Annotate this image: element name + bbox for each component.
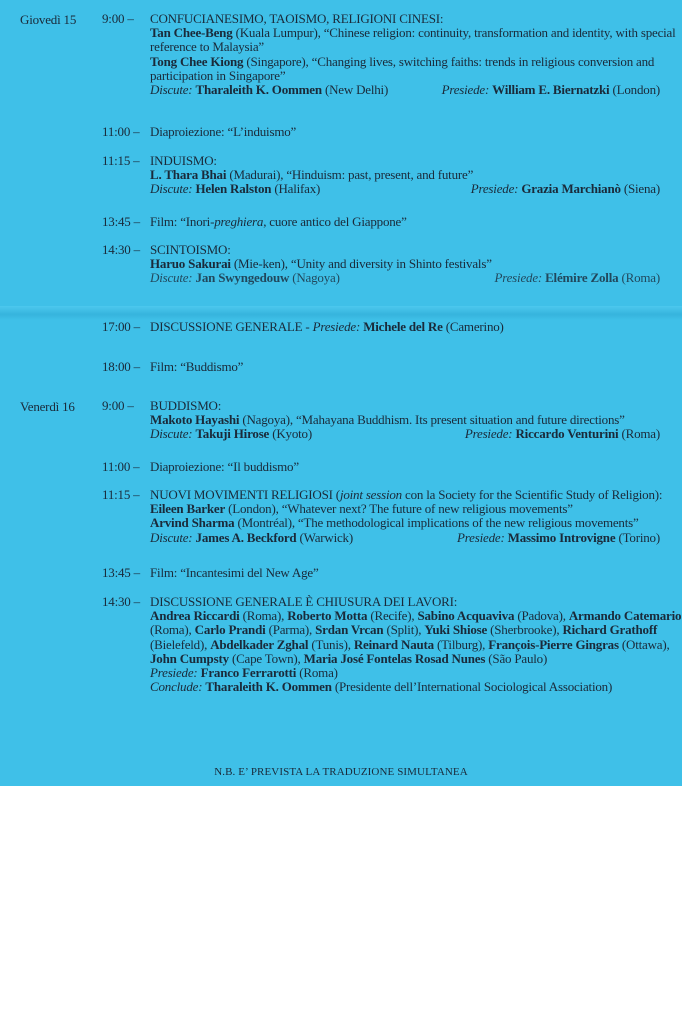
talk-text: (Kuala Lumpur), “Chinese religion: continuity, transformation and identity, with special (235, 25, 676, 41)
participant-name: Maria José Fontelas Rosad Nunes (303, 650, 486, 666)
presiede-name: Elémire Zolla (545, 270, 619, 286)
speaker-name: Eileen Barker (150, 501, 226, 517)
discute-name: Takuji Hirose (195, 426, 270, 442)
participant-name: Carlo Prandi (194, 622, 266, 638)
entry-title (150, 487, 663, 502)
entry-time: 11:00 – (102, 459, 140, 474)
participant-place: (Roma), (150, 622, 195, 638)
entry-time: 9:00 – (102, 11, 134, 26)
talk-line (150, 413, 660, 427)
presiede-label: Presiede: (150, 664, 198, 680)
title-part: , cuore antico del Giappone” (263, 214, 407, 229)
discute-label: Discute: (150, 426, 193, 442)
talk-line (150, 502, 660, 516)
entry-title (150, 320, 660, 334)
conclude-place: (Presidente dell’International Sociological Association) (334, 679, 613, 695)
day-label-friday: Venerdì 16 (20, 399, 75, 414)
presiede-name: Franco Ferrarotti (200, 664, 297, 680)
participant-place: (Padova), (514, 608, 569, 624)
presiede-name: William E. Biernatzki (492, 81, 610, 97)
participant-name: Roberto Motta (287, 608, 368, 624)
conclude-name: Tharaleith K. Oommen (205, 679, 332, 695)
entry-title: CONFUCIANESIMO, TAOISMO, RELIGIONI CINESI: (150, 11, 444, 26)
talk-line (150, 516, 660, 530)
participant-place: (São Paulo) (485, 650, 548, 666)
conclude-label: Conclude: (150, 679, 203, 695)
entry-title: BUDDISMO: (150, 398, 222, 413)
discute-name: Helen Ralston (195, 181, 272, 197)
presiede-block (494, 271, 660, 285)
talk-text: (Singapore), “Changing lives, switching faiths: trends in religious conversion and (246, 53, 655, 69)
discute-name: Jan Swyngedouw (195, 270, 290, 286)
participants-line (150, 623, 660, 637)
entry-time: 11:15 – (102, 487, 140, 502)
participant-place: (Sherbrooke), (487, 622, 563, 638)
entry-title: INDUISMO: (150, 153, 217, 168)
discute-label: Discute: (150, 81, 193, 97)
talk-line (150, 257, 660, 271)
presiede-place: (Roma) (299, 664, 338, 680)
title-part: Film: “Inori- (150, 214, 215, 229)
chair-line (150, 83, 660, 97)
entry-title: DISCUSSIONE GENERALE È CHIUSURA DEI LAVORI: (150, 594, 458, 609)
talk-text: (Madurai), “Hinduism: past, present, and future” (229, 167, 474, 183)
entry-title: Film: “Buddismo” (150, 359, 244, 374)
participant-place: (Split), (383, 622, 425, 638)
entry-title (150, 215, 660, 229)
paper-fold (0, 306, 682, 320)
participant-name: Andrea Riccardi (150, 608, 240, 624)
talk-text: (Montréal), “The methodological implications of the new religious movements” (237, 515, 639, 531)
chair-line (150, 271, 660, 285)
discute-place: (Nagoya) (292, 270, 340, 286)
presiede-label: Presiede: (494, 270, 543, 286)
title-part: con la Society for the Scientific Study of Religion): (401, 487, 663, 502)
speaker-name: Tong Chee Kiong (150, 53, 244, 69)
presiede-place: (Torino) (618, 529, 660, 545)
day-label-thursday: Giovedì 15 (20, 12, 77, 27)
presiede-label: Presiede: (457, 529, 505, 545)
discute-label: Discute: (150, 270, 193, 286)
speaker-name: Haruo Sakurai (150, 256, 231, 272)
speaker-name: Arvind Sharma (150, 515, 235, 531)
presiede-name: Michele del Re (363, 319, 443, 334)
participant-name: Srdan Vrcan (315, 622, 384, 638)
entry-time: 13:45 – (102, 565, 140, 580)
participant-name: François-Pierre Gingras (488, 636, 619, 652)
participant-place: (Tunis), (308, 636, 354, 652)
participant-name: Richard Grathoff (562, 622, 658, 638)
presiede-block (465, 427, 660, 441)
entry-time: 18:00 – (102, 359, 140, 374)
entry-time: 14:30 – (102, 594, 140, 609)
entry-title: Diaproiezione: “L’induismo” (150, 124, 297, 139)
presiede-label: Presiede: (470, 181, 519, 197)
footer-note: N.B. E’ PREVISTA LA TRADUZIONE SIMULTANEA (214, 766, 468, 778)
entry-title: SCINTOISMO: (150, 242, 231, 257)
entry-time: 11:00 – (102, 124, 140, 139)
presiede-name: Massimo Introvigne (507, 529, 616, 545)
presiede-name: Riccardo Venturini (515, 426, 619, 442)
speaker-name: Makoto Hayashi (150, 412, 240, 428)
participant-name: Armando Catemario (568, 608, 682, 624)
presiede-place: (Roma) (621, 426, 660, 442)
title-part: NUOVI MOVIMENTI RELIGIOSI ( (150, 487, 340, 502)
discute-place: (Kyoto) (272, 426, 312, 442)
entry-time: 14:30 – (102, 242, 140, 257)
entry-title: Film: “Incantesimi del New Age” (150, 565, 319, 580)
presiede-label: Presiede: (312, 319, 361, 334)
talk-text: (Nagoya), “Mahayana Buddhism. Its present situation and future directions” (242, 412, 625, 428)
speaker-name: Tan Chee-Beng (150, 25, 233, 41)
participant-name: Sabino Acquaviva (417, 608, 515, 624)
title-italic: joint session (339, 487, 402, 502)
conclude-line (150, 680, 660, 694)
chair-line (150, 531, 660, 545)
participant-name: Yuki Shiose (424, 622, 488, 638)
presiede-block (442, 83, 660, 97)
talk-text: (London), “Whatever next? The future of new religious movements” (228, 501, 573, 517)
discute-place: (Halifax) (274, 181, 321, 197)
speaker-name: L. Thara Bhai (150, 167, 227, 183)
entry-title: Diaproiezione: “Il buddismo” (150, 459, 299, 474)
presiede-block (457, 531, 660, 545)
discute-label: Discute: (150, 181, 193, 197)
talk-continuation: participation in Singapore” (150, 67, 286, 83)
discute-place: (New Delhi) (324, 81, 389, 97)
talk-line (150, 55, 660, 69)
title-italic: preghiera (214, 214, 264, 229)
participant-name: Reinard Nauta (353, 636, 434, 652)
participant-name: Abdelkader Zghal (210, 636, 309, 652)
talk-line (150, 25, 676, 41)
entry-time: 17:00 – (102, 319, 140, 334)
presiede-line (150, 666, 660, 680)
chair-line (150, 182, 660, 196)
entry-time: 9:00 – (102, 398, 134, 413)
chair-line (150, 427, 660, 441)
discute-place: (Warwick) (299, 529, 353, 545)
participants-line (150, 608, 682, 624)
entry-time: 13:45 – (102, 214, 140, 229)
participant-place: (Recife), (367, 608, 418, 624)
participant-name: John Cumpsty (150, 650, 229, 666)
participants-line (150, 652, 660, 666)
participants-line (150, 636, 670, 652)
entry-time: 11:15 – (102, 153, 140, 168)
presiede-label: Presiede: (464, 426, 513, 442)
participant-place: (Cape Town), (228, 650, 304, 666)
discute-name: Tharaleith K. Oommen (195, 81, 322, 97)
talk-line (150, 168, 660, 182)
presiede-place: (Roma) (621, 270, 660, 286)
talk-text: (Mie-ken), “Unity and diversity in Shinto festivals” (233, 256, 492, 272)
participant-place: (Ottawa), (618, 636, 670, 652)
participant-place: (Parma), (265, 622, 316, 638)
presiede-label: Presiede: (441, 81, 490, 97)
presiede-place: (London) (612, 81, 660, 97)
presiede-place: (Camerino) (445, 319, 504, 334)
participant-place: (Bielefeld), (150, 636, 211, 652)
presiede-name: Grazia Marchianò (521, 181, 621, 197)
title-part: DISCUSSIONE GENERALE - (150, 319, 313, 334)
presiede-place: (Siena) (623, 181, 660, 197)
discute-label: Discute: (150, 529, 193, 545)
participant-place: (Tilburg), (433, 636, 489, 652)
participant-place: (Roma), (239, 608, 288, 624)
talk-continuation: reference to Malaysia” (150, 39, 264, 55)
discute-name: James A. Beckford (195, 529, 297, 545)
presiede-block (471, 182, 660, 196)
